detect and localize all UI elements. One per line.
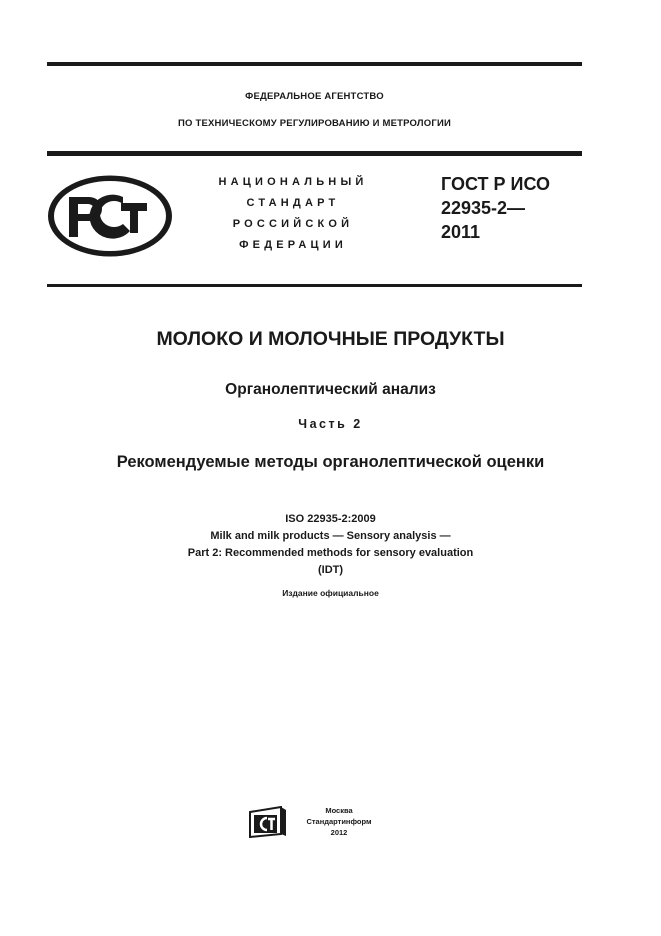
publisher-year: 2012 xyxy=(330,828,348,837)
publisher-city: Москва xyxy=(325,806,353,815)
agency-line-2: ПО ТЕХНИЧЕСКОМУ РЕГУЛИРОВАНИЮ И МЕТРОЛОГИИ xyxy=(178,118,451,129)
iso-reference xyxy=(0,511,661,579)
standard-designation xyxy=(441,172,550,244)
designation-line-1: ГОСТ Р ИСО xyxy=(441,174,551,194)
iso-equivalence: (IDT) xyxy=(317,564,344,576)
publisher-info xyxy=(292,805,386,838)
iso-title-line-2: Part 2: Recommended methods for sensory evaluation xyxy=(187,547,474,559)
document-title: МОЛОКО И МОЛОЧНЫЕ ПРОДУКТЫ xyxy=(156,328,505,350)
document-part-title: Рекомендуемые методы органолептической оценки xyxy=(116,453,545,471)
standard-type-line-2: СТАНДАРТ xyxy=(246,197,340,209)
title-divider xyxy=(47,284,582,287)
designation-line-3: 2011 xyxy=(441,222,481,242)
standard-type-line-3: РОССИЙСКОЙ xyxy=(232,218,354,230)
standard-type-line-1: НАЦИОНАЛЬНЫЙ xyxy=(218,176,368,188)
header-divider xyxy=(47,151,582,156)
edition-label: Издание официальное xyxy=(282,588,379,598)
iso-title-line-1: Milk and milk products — Sensory analysis — xyxy=(210,530,451,542)
agency-line-1: ФЕДЕРАЛЬНОЕ АГЕНТСТВО xyxy=(245,91,384,102)
standard-type-line-4: ФЕДЕРАЦИИ xyxy=(239,239,347,251)
top-divider xyxy=(47,62,582,66)
standartinform-logo-icon xyxy=(248,806,288,838)
document-subtitle: Органолептический анализ xyxy=(225,381,436,398)
publisher-name: Стандартинформ xyxy=(306,817,372,826)
rst-logo-icon xyxy=(45,173,175,259)
document-part: Часть 2 xyxy=(298,417,363,431)
standard-type xyxy=(203,172,383,256)
designation-line-2: 22935-2— xyxy=(441,198,526,218)
iso-number: ISO 22935-2:2009 xyxy=(285,513,376,525)
